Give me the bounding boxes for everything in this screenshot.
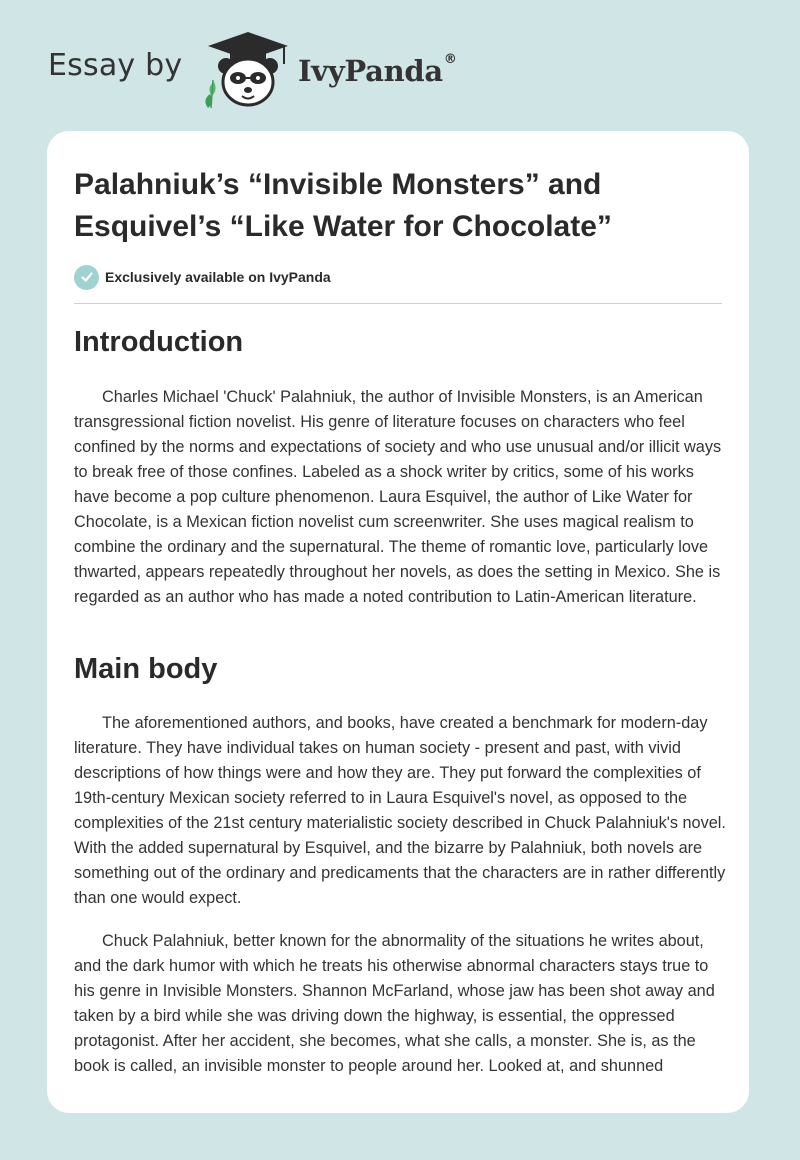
article-title: Palahniuk’s “Invisible Monsters” and Esquivel’s “Like Water for Chocolate” <box>74 168 612 243</box>
paragraph: Charles Michael 'Chuck' Palahniuk, the author of Invisible Monsters, is an American transgressional fiction novelist. His genre of literature focuses on characters who feel confined by the norms and expectations of society and who use unusual and/or illicit ways to break free of those confines. Labeled as a shock writer by critics, some of his works have become a pop culture phenomenon. Laura Esquivel, the author of Like Water for Chocolate, is a Mexican fiction novelist cum screenwriter. She uses magical realism to combine the ordinary and the supernatural. The theme of romantic love, particularly love thwarted, appears repeatedly throughout her novels, as does the setting in Mexico. She is regarded as an author who has made a noted contribution to Latin-American literature. <box>74 388 722 606</box>
paragraph: The aforementioned authors, and books, have created a benchmark for modern-day literature. They have individual takes on human society - present and past, with vivid descriptions of how things were and how they are. They put forward the complexities of 19th-century Mexican society referred to in Laura Esquivel's novel, as opposed to the complexities of the 21st century materialistic society described in Chuck Palahniuk's novel. With the added supernatural by Esquivel, and the bizarre by Palahniuk, both novels are something out of the ordinary and predicaments that the characters are in rather differently than one would expect. <box>74 714 726 907</box>
ivypanda-logo-icon[interactable] <box>200 30 296 110</box>
paragraph: Chuck Palahniuk, better known for the abnormality of the situations he writes about, and the dark humor with which he treats his otherwise abnormal characters stays true to his genre in Invisible Monsters. Shannon McFarland, whose jaw has been shot away and taken by a bird while she was driving down the highway, is essential, the oppressed protagonist. After her accident, she becomes, what she calls, a monster. She is, as the book is called, an invisible monster to people around her. Looked at, and shunned <box>74 932 715 1075</box>
brand-name[interactable]: IvyPanda® <box>298 52 457 88</box>
exclusive-label: Exclusively available on IvyPanda <box>105 269 331 285</box>
essay-by-label: Essay by <box>48 48 183 83</box>
article-card <box>47 131 749 1113</box>
section-heading-main-body: Main body <box>74 653 218 685</box>
registered-mark: ® <box>443 52 457 67</box>
exclusive-badge <box>74 264 331 290</box>
checkmark-icon <box>74 265 99 290</box>
section-heading-introduction: Introduction <box>74 326 244 358</box>
site-header <box>48 30 528 110</box>
divider <box>74 303 722 304</box>
